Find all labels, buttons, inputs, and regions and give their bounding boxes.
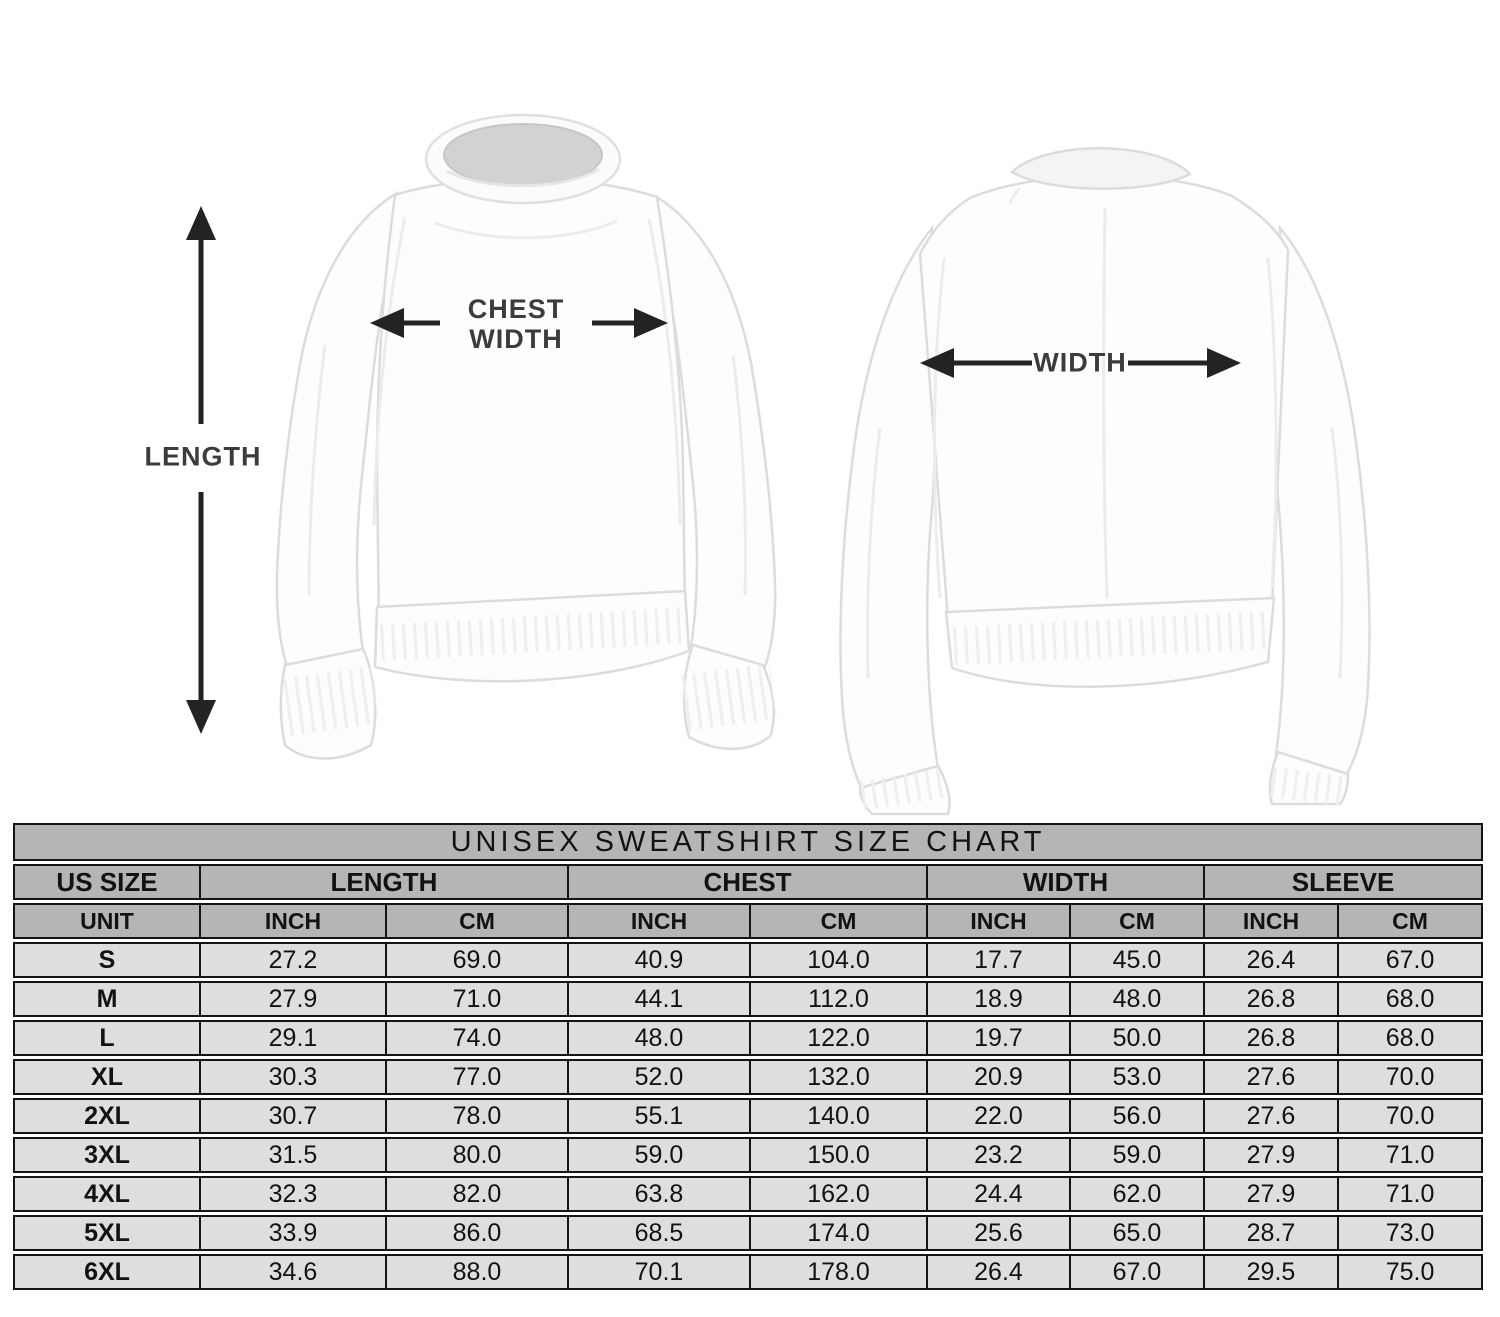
column-group-row: [13, 864, 1483, 900]
table-row: [13, 1059, 1483, 1095]
table-row: [13, 981, 1483, 1017]
value-cell: 67.0: [1069, 1254, 1203, 1290]
value-cell: 112.0: [749, 981, 926, 1017]
value-cell: 24.4: [926, 1176, 1069, 1212]
value-cell: 132.0: [749, 1059, 926, 1095]
value-cell: 26.8: [1203, 1020, 1337, 1056]
value-cell: 68.0: [1337, 1020, 1483, 1056]
unit-width-inch: INCH: [926, 903, 1069, 939]
value-cell: 23.2: [926, 1137, 1069, 1173]
value-cell: 27.6: [1203, 1059, 1337, 1095]
value-cell: 63.8: [567, 1176, 749, 1212]
value-cell: 74.0: [385, 1020, 567, 1056]
col-group-us-size: US SIZE: [13, 864, 199, 900]
value-cell: 27.9: [1203, 1176, 1337, 1212]
value-cell: 71.0: [1337, 1176, 1483, 1212]
value-cell: 86.0: [385, 1215, 567, 1251]
size-chart-header: [13, 823, 1483, 939]
value-cell: 178.0: [749, 1254, 926, 1290]
unit-row: [13, 903, 1483, 939]
unit-header: UNIT: [13, 903, 199, 939]
unit-chest-inch: INCH: [567, 903, 749, 939]
chest-width-label-line2: WIDTH: [469, 324, 563, 354]
size-label-cell: M: [13, 981, 199, 1017]
chest-width-label: [468, 294, 565, 354]
value-cell: 70.0: [1337, 1098, 1483, 1134]
value-cell: 80.0: [385, 1137, 567, 1173]
value-cell: 29.1: [199, 1020, 385, 1056]
value-cell: 162.0: [749, 1176, 926, 1212]
value-cell: 62.0: [1069, 1176, 1203, 1212]
value-cell: 48.0: [567, 1020, 749, 1056]
value-cell: 40.9: [567, 942, 749, 978]
length-label: LENGTH: [144, 441, 262, 472]
size-table-body: [13, 942, 1483, 1290]
table-row: [13, 1176, 1483, 1212]
value-cell: 22.0: [926, 1098, 1069, 1134]
value-cell: 30.3: [199, 1059, 385, 1095]
size-chart-table: [13, 820, 1483, 1293]
value-cell: 18.9: [926, 981, 1069, 1017]
value-cell: 88.0: [385, 1254, 567, 1290]
value-cell: 44.1: [567, 981, 749, 1017]
table-row: [13, 942, 1483, 978]
table-row: [13, 1020, 1483, 1056]
value-cell: 69.0: [385, 942, 567, 978]
table-row: [13, 1098, 1483, 1134]
value-cell: 70.1: [567, 1254, 749, 1290]
value-cell: 31.5: [199, 1137, 385, 1173]
col-group-sleeve: SLEEVE: [1203, 864, 1483, 900]
value-cell: 71.0: [1337, 1137, 1483, 1173]
value-cell: 56.0: [1069, 1098, 1203, 1134]
table-row: [13, 1254, 1483, 1290]
size-label-cell: 2XL: [13, 1098, 199, 1134]
value-cell: 67.0: [1337, 942, 1483, 978]
value-cell: 17.7: [926, 942, 1069, 978]
value-cell: 26.8: [1203, 981, 1337, 1017]
unit-width-cm: CM: [1069, 903, 1203, 939]
size-label-cell: S: [13, 942, 199, 978]
unit-length-inch: INCH: [199, 903, 385, 939]
value-cell: 53.0: [1069, 1059, 1203, 1095]
value-cell: 26.4: [1203, 942, 1337, 978]
size-label-cell: 4XL: [13, 1176, 199, 1212]
value-cell: 55.1: [567, 1098, 749, 1134]
value-cell: 122.0: [749, 1020, 926, 1056]
value-cell: 26.4: [926, 1254, 1069, 1290]
value-cell: 140.0: [749, 1098, 926, 1134]
table-title: UNISEX SWEATSHIRT SIZE CHART: [13, 823, 1483, 861]
value-cell: 27.2: [199, 942, 385, 978]
value-cell: 77.0: [385, 1059, 567, 1095]
value-cell: 52.0: [567, 1059, 749, 1095]
table-title-row: [13, 823, 1483, 861]
value-cell: 48.0: [1069, 981, 1203, 1017]
unit-chest-cm: CM: [749, 903, 926, 939]
size-label-cell: 5XL: [13, 1215, 199, 1251]
value-cell: 33.9: [199, 1215, 385, 1251]
value-cell: 29.5: [1203, 1254, 1337, 1290]
value-cell: 27.6: [1203, 1098, 1337, 1134]
value-cell: 150.0: [749, 1137, 926, 1173]
col-group-chest: CHEST: [567, 864, 926, 900]
value-cell: 82.0: [385, 1176, 567, 1212]
unit-sleeve-inch: INCH: [1203, 903, 1337, 939]
value-cell: 75.0: [1337, 1254, 1483, 1290]
table-row: [13, 1137, 1483, 1173]
unit-length-cm: CM: [385, 903, 567, 939]
size-label-cell: 6XL: [13, 1254, 199, 1290]
value-cell: 104.0: [749, 942, 926, 978]
value-cell: 71.0: [385, 981, 567, 1017]
value-cell: 68.5: [567, 1215, 749, 1251]
table-row: [13, 1215, 1483, 1251]
col-group-length: LENGTH: [199, 864, 567, 900]
value-cell: 19.7: [926, 1020, 1069, 1056]
value-cell: 78.0: [385, 1098, 567, 1134]
col-group-width: WIDTH: [926, 864, 1203, 900]
value-cell: 65.0: [1069, 1215, 1203, 1251]
value-cell: 45.0: [1069, 942, 1203, 978]
size-label-cell: XL: [13, 1059, 199, 1095]
value-cell: 25.6: [926, 1215, 1069, 1251]
value-cell: 27.9: [1203, 1137, 1337, 1173]
value-cell: 73.0: [1337, 1215, 1483, 1251]
size-label-cell: L: [13, 1020, 199, 1056]
value-cell: 174.0: [749, 1215, 926, 1251]
back-width-label: WIDTH: [1033, 347, 1127, 378]
value-cell: 30.7: [199, 1098, 385, 1134]
value-cell: 34.6: [199, 1254, 385, 1290]
size-label-cell: 3XL: [13, 1137, 199, 1173]
chest-width-label-line1: CHEST: [467, 293, 565, 324]
value-cell: 32.3: [199, 1176, 385, 1212]
value-cell: 68.0: [1337, 981, 1483, 1017]
unit-sleeve-cm: CM: [1337, 903, 1483, 939]
value-cell: 27.9: [199, 981, 385, 1017]
value-cell: 70.0: [1337, 1059, 1483, 1095]
value-cell: 59.0: [567, 1137, 749, 1173]
value-cell: 28.7: [1203, 1215, 1337, 1251]
value-cell: 50.0: [1069, 1020, 1203, 1056]
value-cell: 20.9: [926, 1059, 1069, 1095]
value-cell: 59.0: [1069, 1137, 1203, 1173]
